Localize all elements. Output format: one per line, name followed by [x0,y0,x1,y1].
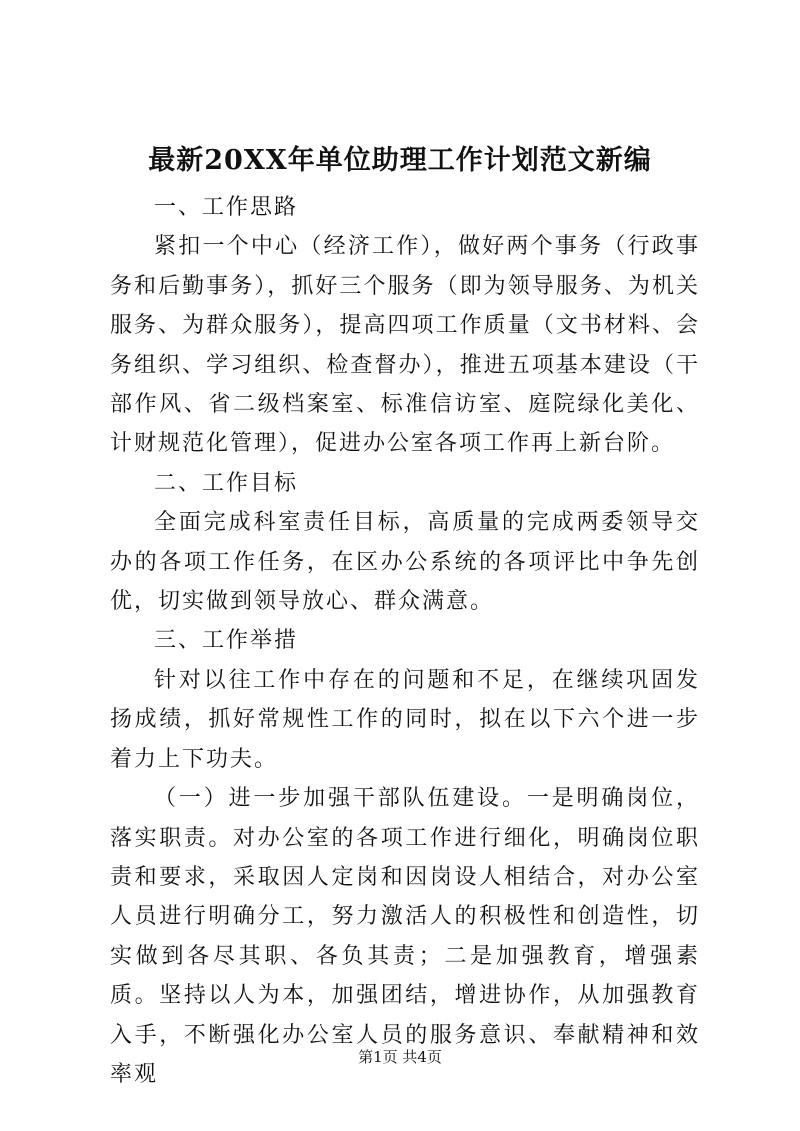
paragraph-3: 针对以往工作中存在的问题和不足，在继续巩固发扬成绩，抓好常规性工作的同时，拟在以下六个进一步着力上下功夫。 [110,667,700,772]
page-footer: 第1页 共4页 [358,1048,442,1066]
section-heading-3: 三、工作举措 [154,628,299,654]
section-heading-1: 一、工作思路 [154,195,299,220]
section-heading-2: 二、工作目标 [154,470,299,496]
paragraph-4: （一）进一步加强干部队伍建设。一是明确岗位，落实职责。对办公室的各项工作进行细化，明确岗位职责和要求，采取因人定岗和因岗设人相结合，对办公室人员进行明确分工，努力激活人的积极性和创造性，切实做到各尽其职、各负其责；二是加强教育，增强素质。坚持以人为本，加强团结，增进协作，从加强教育入手，不断强化办公室人员的服务意识、奉献精神和效率观 [110,786,700,1087]
document-title: 最新20XX年单位助理工作计划范文新编 [148,145,652,176]
document-body [110,188,700,1094]
paragraph-1: 紧扣一个中心（经济工作），做好两个事务（行政事务和后勤事务），抓好三个服务（即为领导服务、为机关服务、为群众服务），提高四项工作质量（文书材料、会务组织、学习组织、检查督办），推进五项基本建设（干部作风、省二级档案室、标准信访室、庭院绿化美化、计财规范化管理），促进办公室各项工作再上新台阶。 [110,234,700,457]
paragraph-2: 全面完成科室责任目标，高质量的完成两委领导交办的各项工作任务，在区办公系统的各项评比中争先创优，切实做到领导放心、群众满意。 [110,510,700,615]
